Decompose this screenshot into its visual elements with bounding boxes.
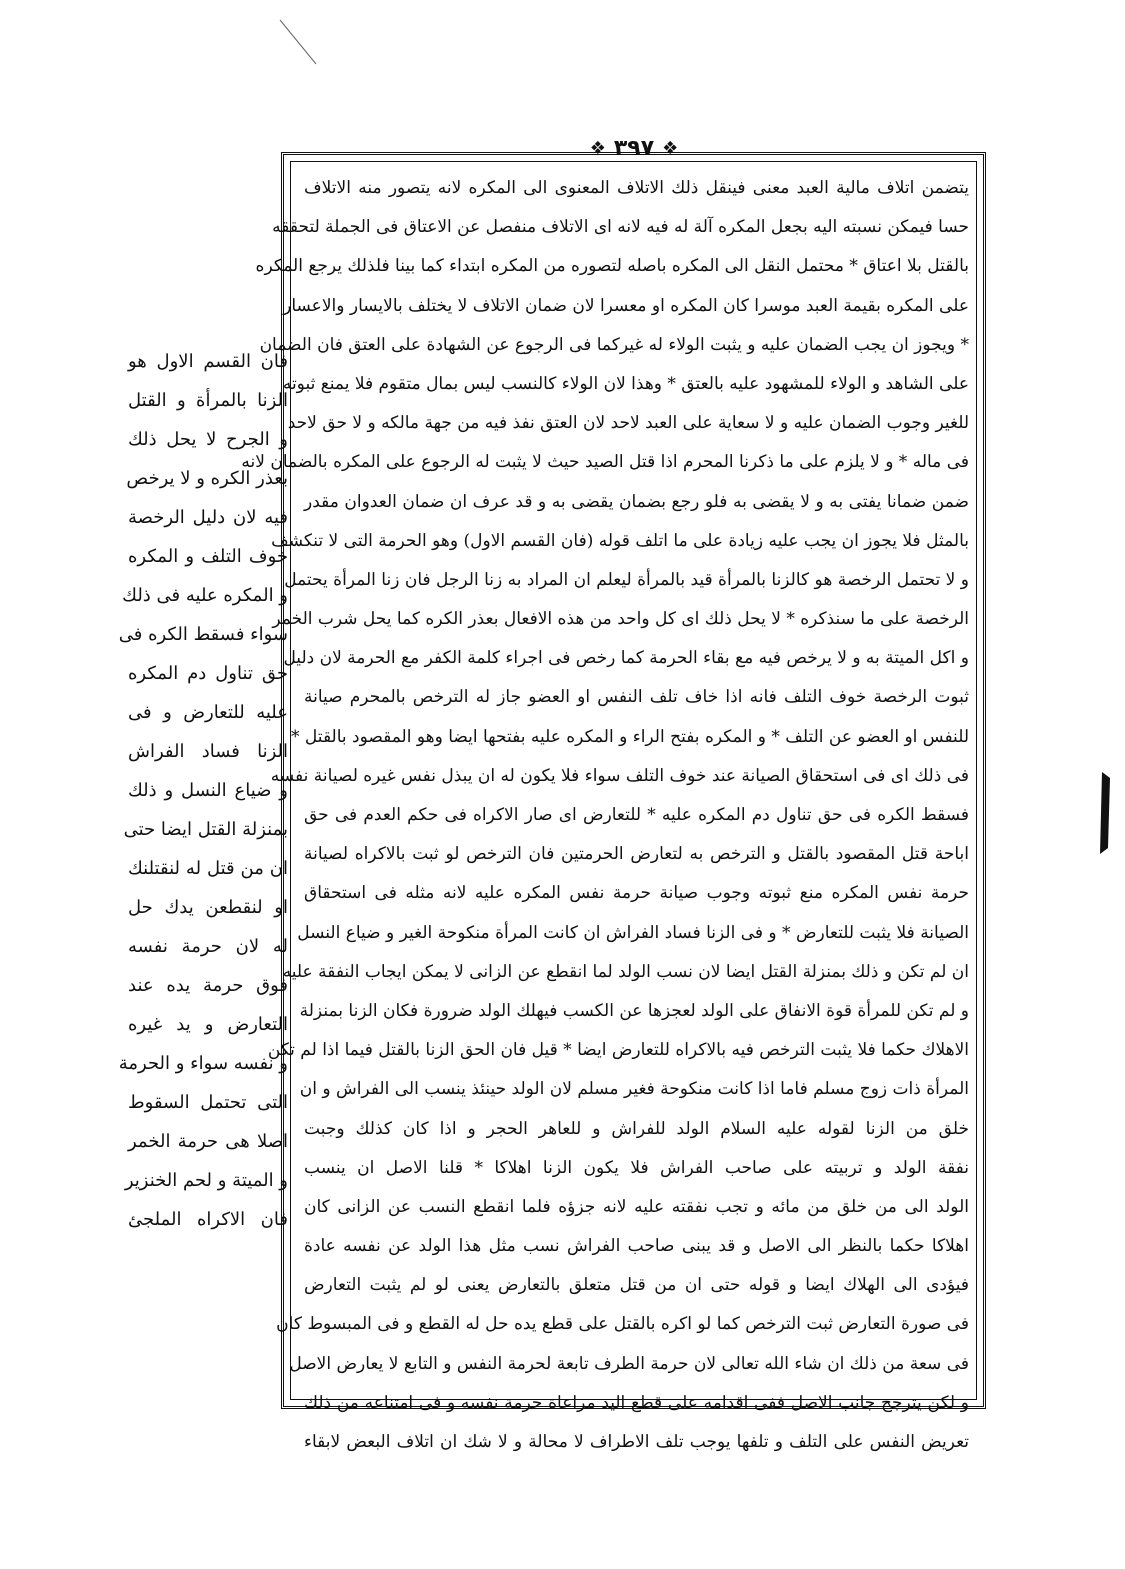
margin-note-line: التعارض و يد غيره bbox=[128, 1014, 288, 1035]
main-text-line: الولد الى من خلق من مائه و تجب نفقته عليه لانه جزؤه فلما انقطع النسب عن الزانى كان bbox=[304, 1196, 969, 1217]
margin-note-line: و المكره عليه فى ذلك bbox=[122, 585, 288, 606]
corner-pen-stroke bbox=[278, 18, 320, 68]
main-text-line: و لا تحتمل الرخصة هو كالزنا بالمرأة قيد بالمرأة ليعلم ان المراد به زنا الرجل فان زنا المرأة يحتمل bbox=[284, 569, 969, 590]
margin-note-line: فان الاكراه الملجئ bbox=[128, 1209, 288, 1230]
main-text-body bbox=[241, 169, 969, 1452]
margin-note-line: او لنقطعن يدك حل bbox=[128, 897, 288, 918]
main-text-line: اهلاكا حكما بالنظر الى الاصل و قد يبنى صاحب الفراش نسب مثل هذا الولد عن نفسه عادة bbox=[304, 1236, 969, 1257]
margin-note-line: بعذر الكره و لا يرخص bbox=[126, 468, 288, 489]
main-text-line: على المكره بقيمة العبد موسرا كان المكره او معسرا لان ضمان الاتلاف لا يختلف بالايسار والاعسار bbox=[283, 295, 969, 316]
main-text-line: بالقتل بلا اعتاق * محتمل النقل الى المكره باصله لتصوره من المكره ابتداء كما بينا فلذلك يرجع المكره bbox=[255, 256, 969, 277]
margin-note-line: بمنزلة القتل ايضا حتى bbox=[123, 819, 288, 840]
margin-note-line: و الميتة و لحم الخنزير bbox=[124, 1170, 288, 1191]
main-text-line: فى ماله * و لا يلزم على ما ذكرنا المحرم اذا قتل الصيد حيث لا يثبت له الرجوع على المكره بالضمان لانه bbox=[241, 452, 969, 473]
margin-note-line: فيه لان دليل الرخصة bbox=[128, 507, 288, 528]
main-text-line: فى سعة من ذلك ان شاء الله تعالى لان حرمة الطرف تابعة لحرمة النفس و التابع لا يعارض الاصل bbox=[289, 1353, 969, 1374]
margin-note-line: خوف التلف و المكره bbox=[128, 546, 288, 567]
margin-note-line: سواء فسقط الكره فى bbox=[118, 624, 288, 645]
margin-note-line: فان القسم الاول هو bbox=[128, 351, 288, 372]
margin-note-line: و ضياع النسل و ذلك bbox=[128, 780, 288, 801]
margin-note-line: و نفسه سواء و الحرمة bbox=[118, 1053, 288, 1074]
main-text-line: فيؤدى الى الهلاك ايضا و قوله حتى ان من قتل متعلق بالتعارض يعنى لو لم يثبت التعارض bbox=[304, 1275, 969, 1296]
margin-note-line: الزنا بالمرأة و القتل bbox=[128, 390, 288, 411]
main-text-line: و لكن يترجح جانب الاصل ففى اقدامه على قطع اليد مراعاة حرمة نفسه و فى امتناعه من ذلك bbox=[304, 1392, 969, 1413]
main-text-line: ضمن ضمانا يفتى به و لا يقضى به فلو رجع بضمان يقضى به و قد عرف ان ضمان العدوان مقدر bbox=[304, 491, 969, 512]
main-text-line: ثبوت الرخصة خوف التلف فانه اذا خاف تلف النفس او العضو جاز له الترخص بالمحرم صيانة bbox=[304, 687, 969, 708]
main-text-line: حرمة نفس المكره منع ثبوته وجوب صيانة حرمة نفس المكره عليه لانه مثله فى استحقاق bbox=[304, 883, 969, 904]
margin-note-line: و الجرح لا يحل ذلك bbox=[128, 429, 288, 450]
margin-note-line: اصلا هى حرمة الخمر bbox=[128, 1131, 288, 1152]
main-text-line: * ويجوز ان يجب الضمان عليه و يثبت الولاء له غيركما فى الرجوع عن الشهادة على العتق فان الضمان bbox=[259, 334, 969, 355]
main-text-line: فى ذلك اى فى استحقاق الصيانة عند خوف التلف سواء فلا يكون له ان يبذل نفس غيره لصيانة نفسه bbox=[270, 765, 969, 786]
margin-commentary bbox=[118, 342, 288, 1252]
margin-note-line: ان من قتل له لنقتلنك bbox=[128, 858, 288, 879]
main-text-line: و اكل الميتة به و لا يرخص فيه مع بقاء الحرمة كما رخص فى اجراء كلمة الكفر مع الحرمة لان دليل bbox=[283, 648, 969, 669]
main-text-line: يتضمن اتلاف مالية العبد معنى فينقل ذلك الاتلاف المعنوى الى المكره لانه يتصور منه الاتلاف bbox=[304, 178, 969, 198]
main-text-frame bbox=[241, 152, 986, 1452]
main-text-line: بالمثل فلا يجوز ان يجب عليه زيادة على ما اتلف قوله (فان القسم الاول) وهو الحرمة التى لا تنكشف bbox=[271, 530, 969, 551]
main-text-line: خلق من الزنا لقوله عليه السلام الولد للفراش و للعاهر الحجر و اذا كان كذلك وجبت bbox=[304, 1118, 969, 1139]
margin-note-line: الزنا فساد الفراش bbox=[128, 741, 288, 762]
page-number-ornament-left: ❖ bbox=[589, 137, 606, 159]
margin-note-line: له لان حرمة نفسه bbox=[128, 936, 288, 957]
margin-note-line: فوق حرمة يده عند bbox=[128, 975, 288, 996]
main-text-line: الاهلاك حكما فلا يثبت الترخص فيه بالاكراه للتعارض ايضا * قيل فان الحق الزنا بالقتل فيما اذا لم تكن bbox=[267, 1040, 969, 1061]
main-text-line: فسقط الكره فى حق تناول دم المكره عليه * للتعارض اى صار الاكراه فى حكم العدم فى حق bbox=[304, 805, 969, 825]
main-text-line: نفقة الولد و تربيته على صاحب الفراش فلا يكون الزنا اهلاكا * قلنا الاصل ان ينسب bbox=[304, 1157, 969, 1178]
page-number-ornament-right: ❖ bbox=[662, 137, 679, 159]
margin-note-line: التى تحتمل السقوط bbox=[128, 1092, 288, 1113]
main-text-line: فى صورة التعارض ثبت الترخص كما لو اكره بالقتل على قطع يده حل له القطع و فى المبسوط كان bbox=[276, 1314, 969, 1335]
main-text-line: و لم تكن للمرأة قوة الانفاق على الولد لعجزها عن الكسب فيهلك الولد ضرورة فكان الزنا بمنزلة bbox=[299, 1000, 969, 1021]
margin-note-line: حق تناول دم المكره bbox=[128, 663, 288, 684]
margin-note-line: عليه للتعارض و فى bbox=[128, 702, 288, 723]
main-text-line: على الشاهد و الولاء للمشهود عليه بالعتق * وهذا لان الولاء كالنسب ليس بمال متقوم فلا يمنع ثبوته bbox=[282, 373, 969, 394]
page-edge-mark bbox=[1096, 768, 1114, 858]
main-text-line: حسا فيمكن نسبته اليه بجعل المكره آلة له فيه لانه اى الاتلاف منفصل عن الاعتاق فى الجملة لتحققه bbox=[272, 217, 969, 238]
main-text-line: الرخصة على ما سنذكره * لا يحل ذلك اى كل واحد من هذه الافعال بعذر الكره كما يحل شرب الخمر bbox=[272, 609, 969, 630]
main-text-line: اباحة قتل المقصود بالقتل و الترخص به لتعارض الحرمتين فان الترخص لو ثبت بالاكراه لصيانة bbox=[304, 844, 969, 865]
main-text-line: للغير وجوب الضمان عليه و لا سعاية على العبد لاحد لان العتق نفذ فيه من جهة مالكه و لا حق لاحد bbox=[287, 413, 969, 434]
main-text-line: ان لم تكن و ذلك بمنزلة القتل ايضا لان نسب الولد لما انقطع عن الزانى لا يمكن ايجاب النفقة عليه bbox=[282, 961, 969, 982]
main-text-line: المرأة ذات زوج مسلم فاما اذا كانت منكوحة فغير مسلم لان الولد حينئذ ينسب الى الفراش و ان bbox=[299, 1079, 969, 1100]
page-number-value: ٣٩٧ bbox=[613, 135, 655, 161]
main-text-line: تعريض النفس على التلف و تلفها يوجب تلف الاطراف لا محالة و لا شك ان اتلاف البعض لابقاء bbox=[304, 1432, 969, 1452]
main-text-line: الصيانة فلا يثبت للتعارض * و فى الزنا فساد الفراش ان كانت المرأة منكوحة الغير و ضياع النسل bbox=[297, 922, 969, 943]
main-text-line: للنفس او العضو عن التلف * و المكره بفتح الراء و المكره عليه بفتحها ايضا وهو المقصود بالقتل * bbox=[291, 726, 969, 747]
